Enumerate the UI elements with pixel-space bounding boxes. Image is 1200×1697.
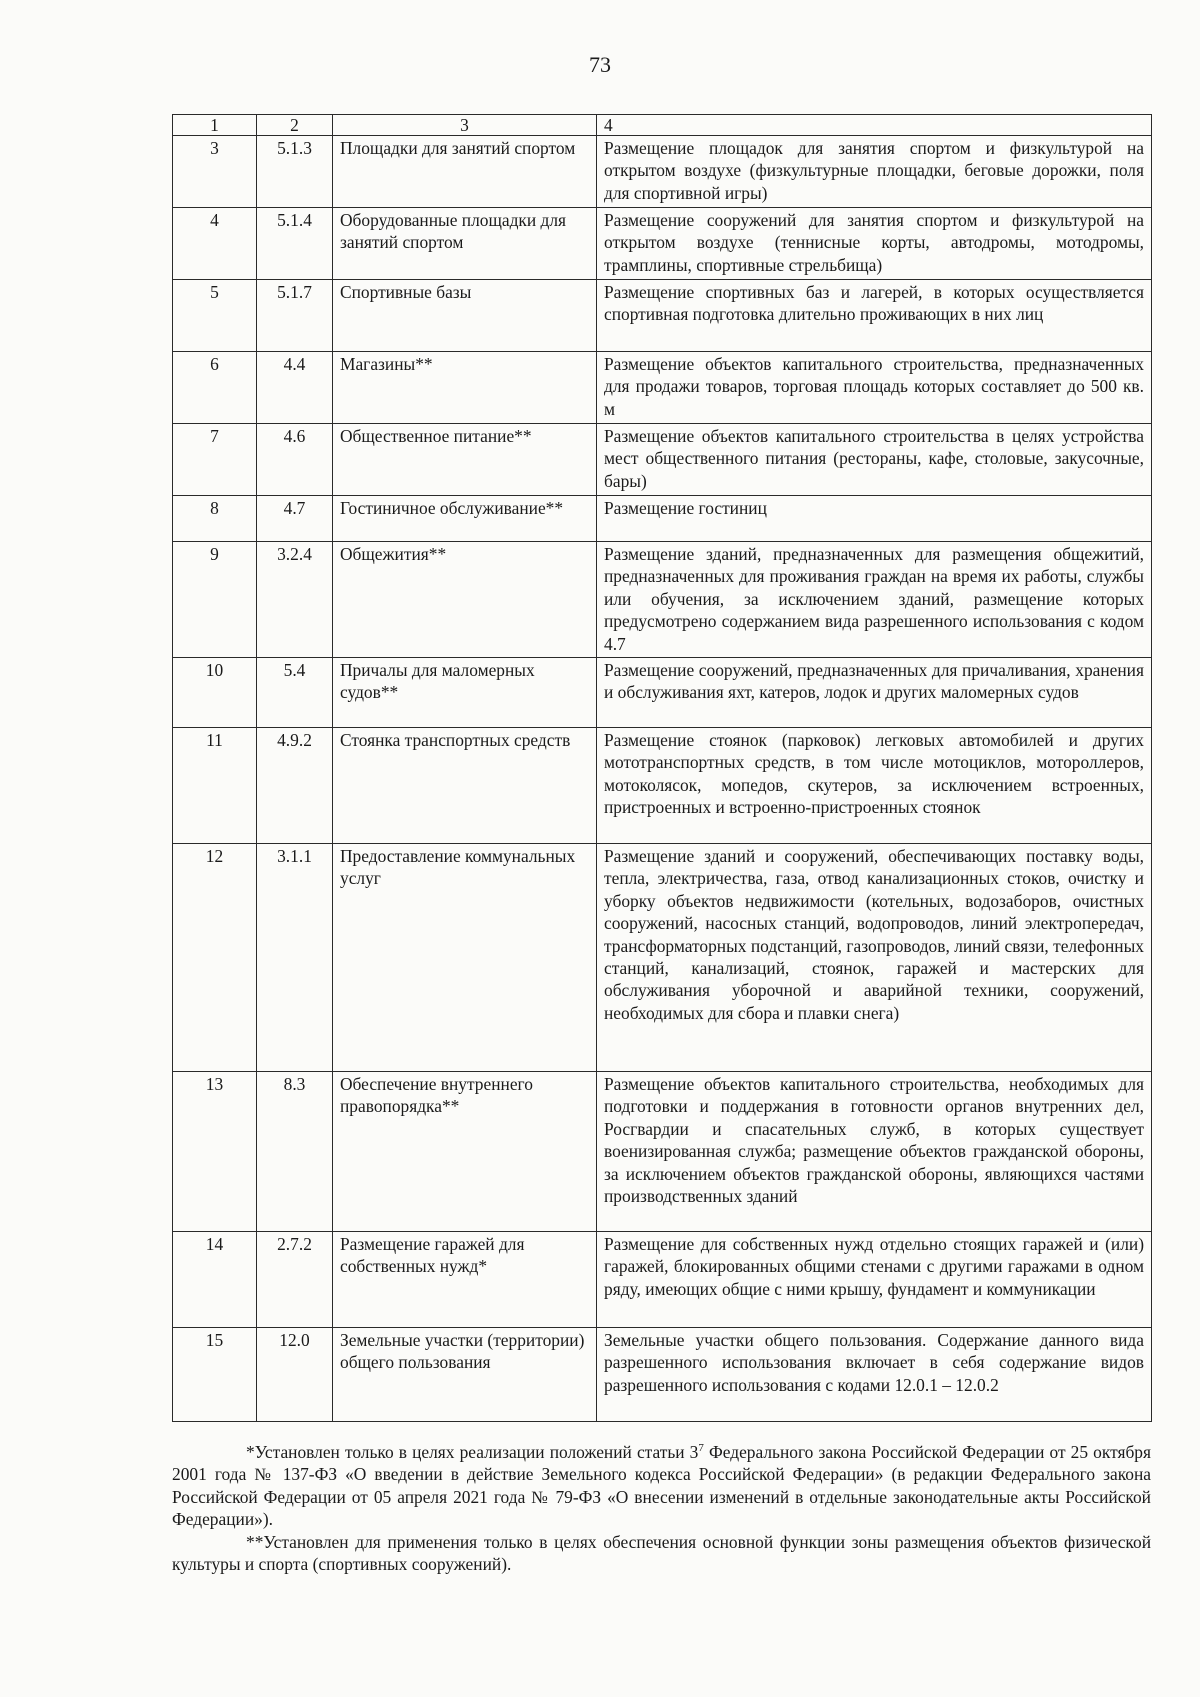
row-description: Размещение сооружений, предназначенных для причаливания, хранения и обслуживания яхт, катеров, лодок и других маломерных судов [597,658,1152,728]
row-name: Общежития** [333,542,597,658]
footnote-single-asterisk [172,1441,1151,1531]
row-number: 7 [173,424,257,496]
row-description: Размещение спортивных баз и лагерей, в которых осуществляется спортивная подготовка длительно проживающих в них лиц [597,280,1152,352]
row-name: Площадки для занятий спортом [333,136,597,208]
header-cell-1: 1 [173,115,257,136]
header-cell-2: 2 [257,115,333,136]
table-row [173,280,1152,352]
row-number: 12 [173,844,257,1072]
row-number: 11 [173,728,257,844]
row-description: Размещение для собственных нужд отдельно стоящих гаражей и (или) гаражей, блокированных общими стенами с другими гаражами в одном ряду, имеющих общие с ними крышу, фундамент и коммуникации [597,1232,1152,1328]
row-name: Причалы для маломерных судов** [333,658,597,728]
footnote-1-end: Федерального закона Российской Федерации от 25 октября 2001 года № 137-ФЗ «О введении в действие Земельного кодекса Российской Федерации» (в редакции Федерального закона Российской Федерации от 05 апреля 2021 года № 79-ФЗ «О внесении изменений в отдельные законодательные акты Российской Федерации»). [172,1442,1151,1530]
table-row [173,1328,1152,1422]
row-code: 8.3 [257,1072,333,1232]
row-name: Общественное питание** [333,424,597,496]
row-code: 5.1.7 [257,280,333,352]
table-header-row [173,115,1152,136]
row-code: 12.0 [257,1328,333,1422]
row-code: 4.6 [257,424,333,496]
footnote-1-start: *Установлен только в целях реализации положений статьи 3 [246,1442,699,1462]
row-name: Земельные участки (территории) общего пользования [333,1328,597,1422]
row-number: 5 [173,280,257,352]
footnote-1-superscript: 7 [698,1442,704,1455]
row-description: Размещение зданий и сооружений, обеспечивающих поставку воды, тепла, электричества, газа, отвод канализационных стоков, очистку и уборку объектов недвижимости (котельных, водозаборов, очистных сооружений, насосных станций, водопроводов, линий электропередач, трансформаторных подстанций, газопроводов, линий связи, телефонных станций, канализаций, стоянок, гаражей и мастерских для обслуживания уборочной и аварийной техники, сооружений, необходимых для сбора и плавки снега) [597,844,1152,1072]
row-number: 14 [173,1232,257,1328]
land-use-table [172,114,1152,1422]
row-number: 15 [173,1328,257,1422]
row-code: 5.4 [257,658,333,728]
row-description: Земельные участки общего пользования. Содержание данного вида разрешенного использования включает в себя содержание видов разрешенного использования с кодами 12.0.1 – 12.0.2 [597,1328,1152,1422]
row-code: 2.7.2 [257,1232,333,1328]
row-code: 4.9.2 [257,728,333,844]
row-code: 3.2.4 [257,542,333,658]
row-description: Размещение стоянок (парковок) легковых автомобилей и других мототранспортных средств, в том числе мотоциклов, мотороллеров, мотоколясок, мопедов, скутеров, за исключением встроенных, пристроенных и встроенно-пристроенных стоянок [597,728,1152,844]
row-description: Размещение объектов капитального строительства, необходимых для подготовки и поддержания в готовности органов внутренних дел, Росгвардии и спасательных служб, в которых существует военизированная служба; размещение объектов гражданской обороны, за исключением объектов гражданской обороны, являющихся частями производственных зданий [597,1072,1152,1232]
table-row [173,658,1152,728]
row-code: 5.1.4 [257,208,333,280]
row-description: Размещение сооружений для занятия спортом и физкультурой на открытом воздухе (теннисные корты, автодромы, мотодромы, трамплины, спортивные стрельбища) [597,208,1152,280]
footnotes [172,1441,1151,1575]
row-name: Стоянка транспортных средств [333,728,597,844]
header-cell-4: 4 [597,115,1152,136]
row-description: Размещение объектов капитального строительства, предназначенных для продажи товаров, торговая площадь которых составляет до 500 кв. м [597,352,1152,424]
row-code: 3.1.1 [257,844,333,1072]
row-description: Размещение площадок для занятия спортом и физкультурой на открытом воздухе (физкультурные площадки, беговые дорожки, поля для спортивной игры) [597,136,1152,208]
row-number: 4 [173,208,257,280]
row-number: 6 [173,352,257,424]
table-row [173,728,1152,844]
row-name: Гостиничное обслуживание** [333,496,597,542]
row-code: 4.7 [257,496,333,542]
table-row [173,136,1152,208]
row-name: Спортивные базы [333,280,597,352]
row-description: Размещение объектов капитального строительства в целях устройства мест общественного питания (рестораны, кафе, столовые, закусочные, бары) [597,424,1152,496]
row-name: Обеспечение внутреннего правопорядка** [333,1072,597,1232]
row-number: 3 [173,136,257,208]
table-row [173,1232,1152,1328]
header-cell-3: 3 [333,115,597,136]
table-row [173,208,1152,280]
table-row [173,424,1152,496]
table-row [173,542,1152,658]
row-code: 4.4 [257,352,333,424]
row-number: 9 [173,542,257,658]
row-description: Размещение зданий, предназначенных для размещения общежитий, предназначенных для проживания граждан на время их работы, службы или обучения, за исключением зданий, размещение которых предусмотрено содержанием вида разрешенного использования с кодом 4.7 [597,542,1152,658]
row-name: Предоставление коммунальных услуг [333,844,597,1072]
row-name: Размещение гаражей для собственных нужд* [333,1232,597,1328]
footnote-double-asterisk: **Установлен для применения только в целях обеспечения основной функции зоны размещения объектов физической культуры и спорта (спортивных сооружений). [172,1531,1151,1575]
table-row [173,1072,1152,1232]
table-row [173,352,1152,424]
row-number: 8 [173,496,257,542]
row-code: 5.1.3 [257,136,333,208]
page-number: 73 [589,52,611,77]
table-row [173,496,1152,542]
row-name: Магазины** [333,352,597,424]
row-name: Оборудованные площадки для занятий спортом [333,208,597,280]
row-number: 10 [173,658,257,728]
table-row [173,844,1152,1072]
row-description: Размещение гостиниц [597,496,1152,542]
row-number: 13 [173,1072,257,1232]
